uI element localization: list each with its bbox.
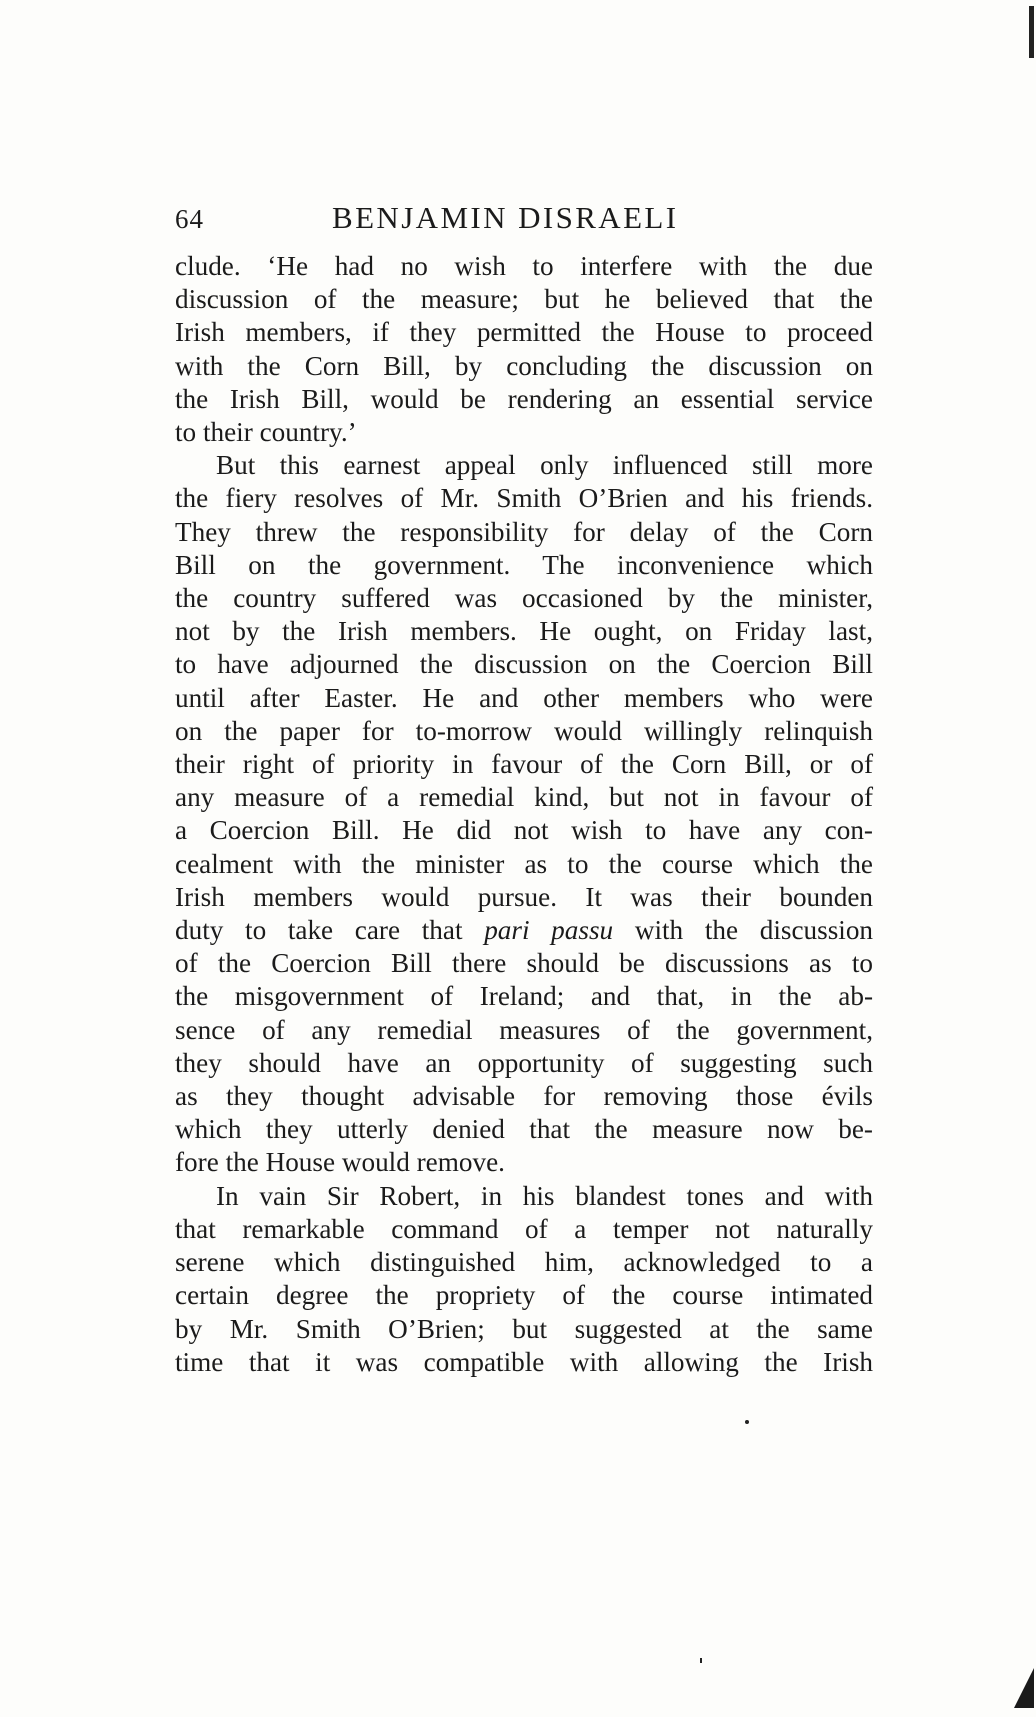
text-line: to their country.’ <box>175 417 357 448</box>
text-line: serene which distinguished him, acknowledged to a <box>175 1247 873 1278</box>
text-line-with-italic <box>175 914 873 947</box>
running-header <box>175 198 873 250</box>
text-fragment: with the discussion <box>613 915 874 946</box>
text-line: In vain Sir Robert, in his blandest tones and with <box>216 1180 873 1211</box>
text-line: the country suffered was occasioned by the minister, <box>175 583 873 614</box>
text-line: as they thought advisable for removing those évils <box>175 1081 873 1112</box>
text-line: until after Easter. He and other members who were <box>175 682 873 713</box>
text-line: that remarkable command of a temper not naturally <box>175 1213 873 1244</box>
text-line: They threw the responsibility for delay of the Corn <box>175 516 873 547</box>
text-line: with the Corn Bill, by concluding the discussion on <box>175 350 873 381</box>
text-line: on the paper for to-morrow would willingly relinquish <box>175 715 873 746</box>
text-line: Irish members, if they permitted the House to proceed <box>175 317 873 348</box>
text-line: discussion of the measure; but he believed that the <box>175 284 873 315</box>
text-line: by Mr. Smith O’Brien; but suggested at the same <box>175 1313 873 1344</box>
text-line: which they utterly denied that the measure now be- <box>175 1114 873 1145</box>
text-line: But this earnest appeal only influenced still more <box>216 450 873 481</box>
text-line: Irish members would pursue. It was their bounden <box>175 881 873 912</box>
running-title: BENJAMIN DISRAELI <box>332 200 679 235</box>
page-number: 64 <box>175 204 204 234</box>
text-line: their right of priority in favour of the Corn Bill, or of <box>175 749 873 780</box>
scan-speck <box>745 1420 749 1424</box>
text-line: not by the Irish members. He ought, on Friday last, <box>175 616 873 647</box>
scan-mark-top-right <box>1029 6 1034 58</box>
text-line: certain degree the propriety of the course intimated <box>175 1280 873 1311</box>
paragraph-3 <box>175 1180 873 1379</box>
text-line: they should have an opportunity of suggesting such <box>175 1047 873 1078</box>
body-text <box>175 250 873 1379</box>
italic-phrase: pari passu <box>484 915 614 946</box>
text-line: the misgovernment of Ireland; and that, in the ab- <box>175 981 873 1012</box>
text-fragment: duty to take care that <box>175 915 485 946</box>
text-line: the Irish Bill, would be rendering an essential service <box>175 383 873 414</box>
scan-speck <box>700 1658 702 1663</box>
paragraph-2 <box>175 449 873 1179</box>
text-line: sence of any remedial measures of the government, <box>175 1014 873 1045</box>
text-line: to have adjourned the discussion on the Coercion Bill <box>175 649 873 680</box>
text-line: of the Coercion Bill there should be discussions as to <box>175 948 873 979</box>
book-page <box>175 198 873 1379</box>
text-line: fore the House would remove. <box>175 1147 505 1178</box>
text-line: Bill on the government. The inconvenience which <box>175 549 873 580</box>
text-line: any measure of a remedial kind, but not in favour of <box>175 782 873 813</box>
text-line: the fiery resolves of Mr. Smith O’Brien and his friends. <box>175 483 873 514</box>
scan-mark-bottom-right <box>1014 1668 1034 1708</box>
paragraph-1 <box>175 250 873 449</box>
text-line: clude. ‘He had no wish to interfere with the due <box>175 251 873 281</box>
text-line: cealment with the minister as to the course which the <box>175 848 873 879</box>
text-line: a Coercion Bill. He did not wish to have any con- <box>175 815 873 846</box>
text-line: time that it was compatible with allowing the Irish <box>175 1346 873 1377</box>
